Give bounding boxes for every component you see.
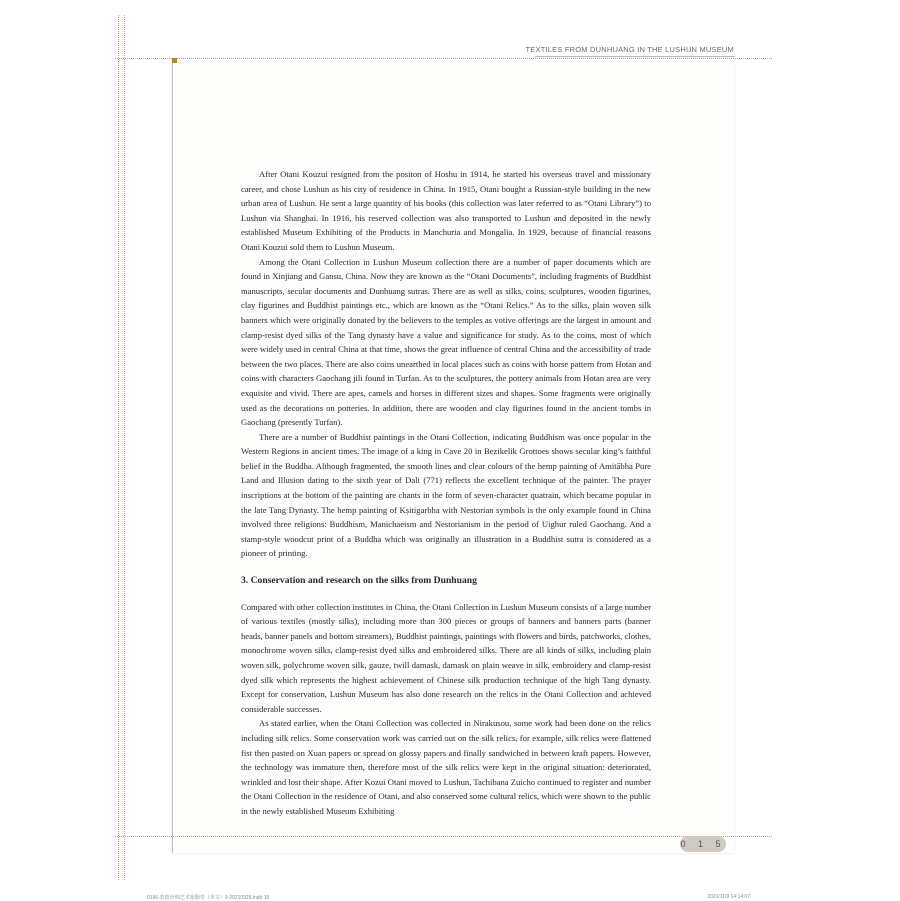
top-dotted-guide [115, 58, 772, 59]
footer-timestamp: 2021/11/9 14:14:07 [707, 894, 750, 900]
section-heading: 3. Conservation and research on the silks from Dunhuang [241, 575, 477, 587]
paragraph: Among the Otani Collection in Lushun Museum collection there are a number of paper documents which are found in Xinjiang and Gansu, China. Now they are known as the “Otani Documents”, including fragments of Buddhist manuscripts, secular documents and Dunhuang sutras. There are as well as silks, coins, sculptures, wooden figurines, clay figurines and Buddhist paintings etc., which are known as the “Otani Relics.” As to the silks, plain woven silk banners which were originally donated by the believers to the temples as votive offerings are the largest in amount and clamp-resist dyed silks of the Tang dynasty have a value and significance for study. As to the coins, most of which were widely used in central China at that time, shows the great influence of central China and the accessibility of trade between the two places. There are also coins unearthed in local places such as coins with horse pattern from Hotan and coins with characters Gaochang jili found in Turfan. As to the sculptures, the pottery animals from Hotan area are very exquisite and vivid. There are apes, camels and horses in different sizes and shapes. Some fragments were originally used as the decorations on potteries. In addition, there are wooden and clay figurines found in the ancient tombs in Gaochang (presently Turfan). [241, 256, 651, 428]
footer-file-info: 0196-敦煌丝绸艺术旅顺卷（英文）0-20210926.indd 15 [147, 895, 270, 901]
header-rule [535, 56, 735, 57]
page-left-edge-line [172, 58, 173, 853]
running-header: TEXTILES FROM DUNHUANG IN THE LUSHUN MUSEUM [525, 45, 734, 54]
paragraph: There are a number of Buddhist paintings in the Otani Collection, indicating Buddhism was once popular in the Western Regions in ancient times. The image of a king in Cave 20 in Bezikelik Grottoes shows secular king’s faithful belief in the Buddha. Although fragmented, the smooth lines and clear colours of the hemp painting of Amitābha Pure Land and Illusion dating to the sixth year of Dali (771) reflects the excellent technique of the painter. The prayer inscriptions at the bottom of the painting are chants in the form of seven-character quatrain, which became popular in the late Tang Dynasty. The hemp painting of Kṣitigarbha with Nestorian symbols is the only example found in China involved three religions: Buddhism, Manichaeism and Nestorianism in the period of Uighur ruled Gaochang. And a stamp-style woodcut print of a Buddha which was originally an illustration in a Buddhist sutra is considered as a pioneer of printing. [241, 431, 651, 559]
paragraph: Compared with other collection institutes in China, the Otani Collection in Lushun Museum consists of a large number of various textiles (mostly silks), including more than 300 pieces or groups of banners and banners parts (banner heads, banner panels and bottom streamers), Buddhist paintings, paintings with flowers and birds, patchworks, clothes, monochrome woven silks, clamp-resist dyed silks and embroidered silks. There are all kinds of silks, including plain woven silk, polychrome woven silk, gauze, twill damask, damask on plain weave in silk, embroidery and clamp-resist dyed silk which represents the highest achievement of Chinese silk production technique of the high Tang dynasty. Except for conservation, Lushun Museum has also done research on the relics in the Otani Collection and achieved considerable successes. [241, 601, 651, 714]
bottom-dotted-guide [115, 836, 772, 837]
paragraph: After Otani Kouzui resigned from the positon of Hoshu in 1914, he started his overseas travel and missionary career, and chose Lushun as his city of residence in China. In 1915, Otani bought a Russian-style building in the new urban area of Lushun. He sent a large quantity of his books (this collection was later referred to as “Otani Library”) to Lushun via Shanghai. In 1916, his reserved collection was also transported to Lushun and deposited in the newly established Museum Exhibiting of the Products in Manchuria and Mongalia. In 1929, because of financial reasons Otani Kouzui sold them to Lushun Museum. [241, 169, 651, 252]
paragraph: As stated earlier, when the Otani Collection was collected in Nirakusou, some work had been done on the relics including silk relics. Some conservation work was carried out on the silk relics, for example, silk relics were flattened fist then pasted on Xuan papers or spread on glossy papers and finally sandwiched in between kraft papers. However, the technology was immature then, therefore most of the silk relics were kept in the original situation: deteriorated, wrinkled and lost their shape. After Kozui Otani moved to Lushun, Tachibana Zuicho continued to register and number the Otani Collection in the residence of Otani, and also conserved some cultural relics, which were shown to the public in the newly established Museum Exhibiting [241, 718, 651, 816]
page-number-badge: 0 1 5 [680, 836, 726, 852]
left-dotted-guide-outer [118, 15, 119, 880]
corner-marker [172, 58, 177, 63]
body-text [241, 167, 651, 819]
left-dotted-guide-inner [124, 15, 125, 880]
